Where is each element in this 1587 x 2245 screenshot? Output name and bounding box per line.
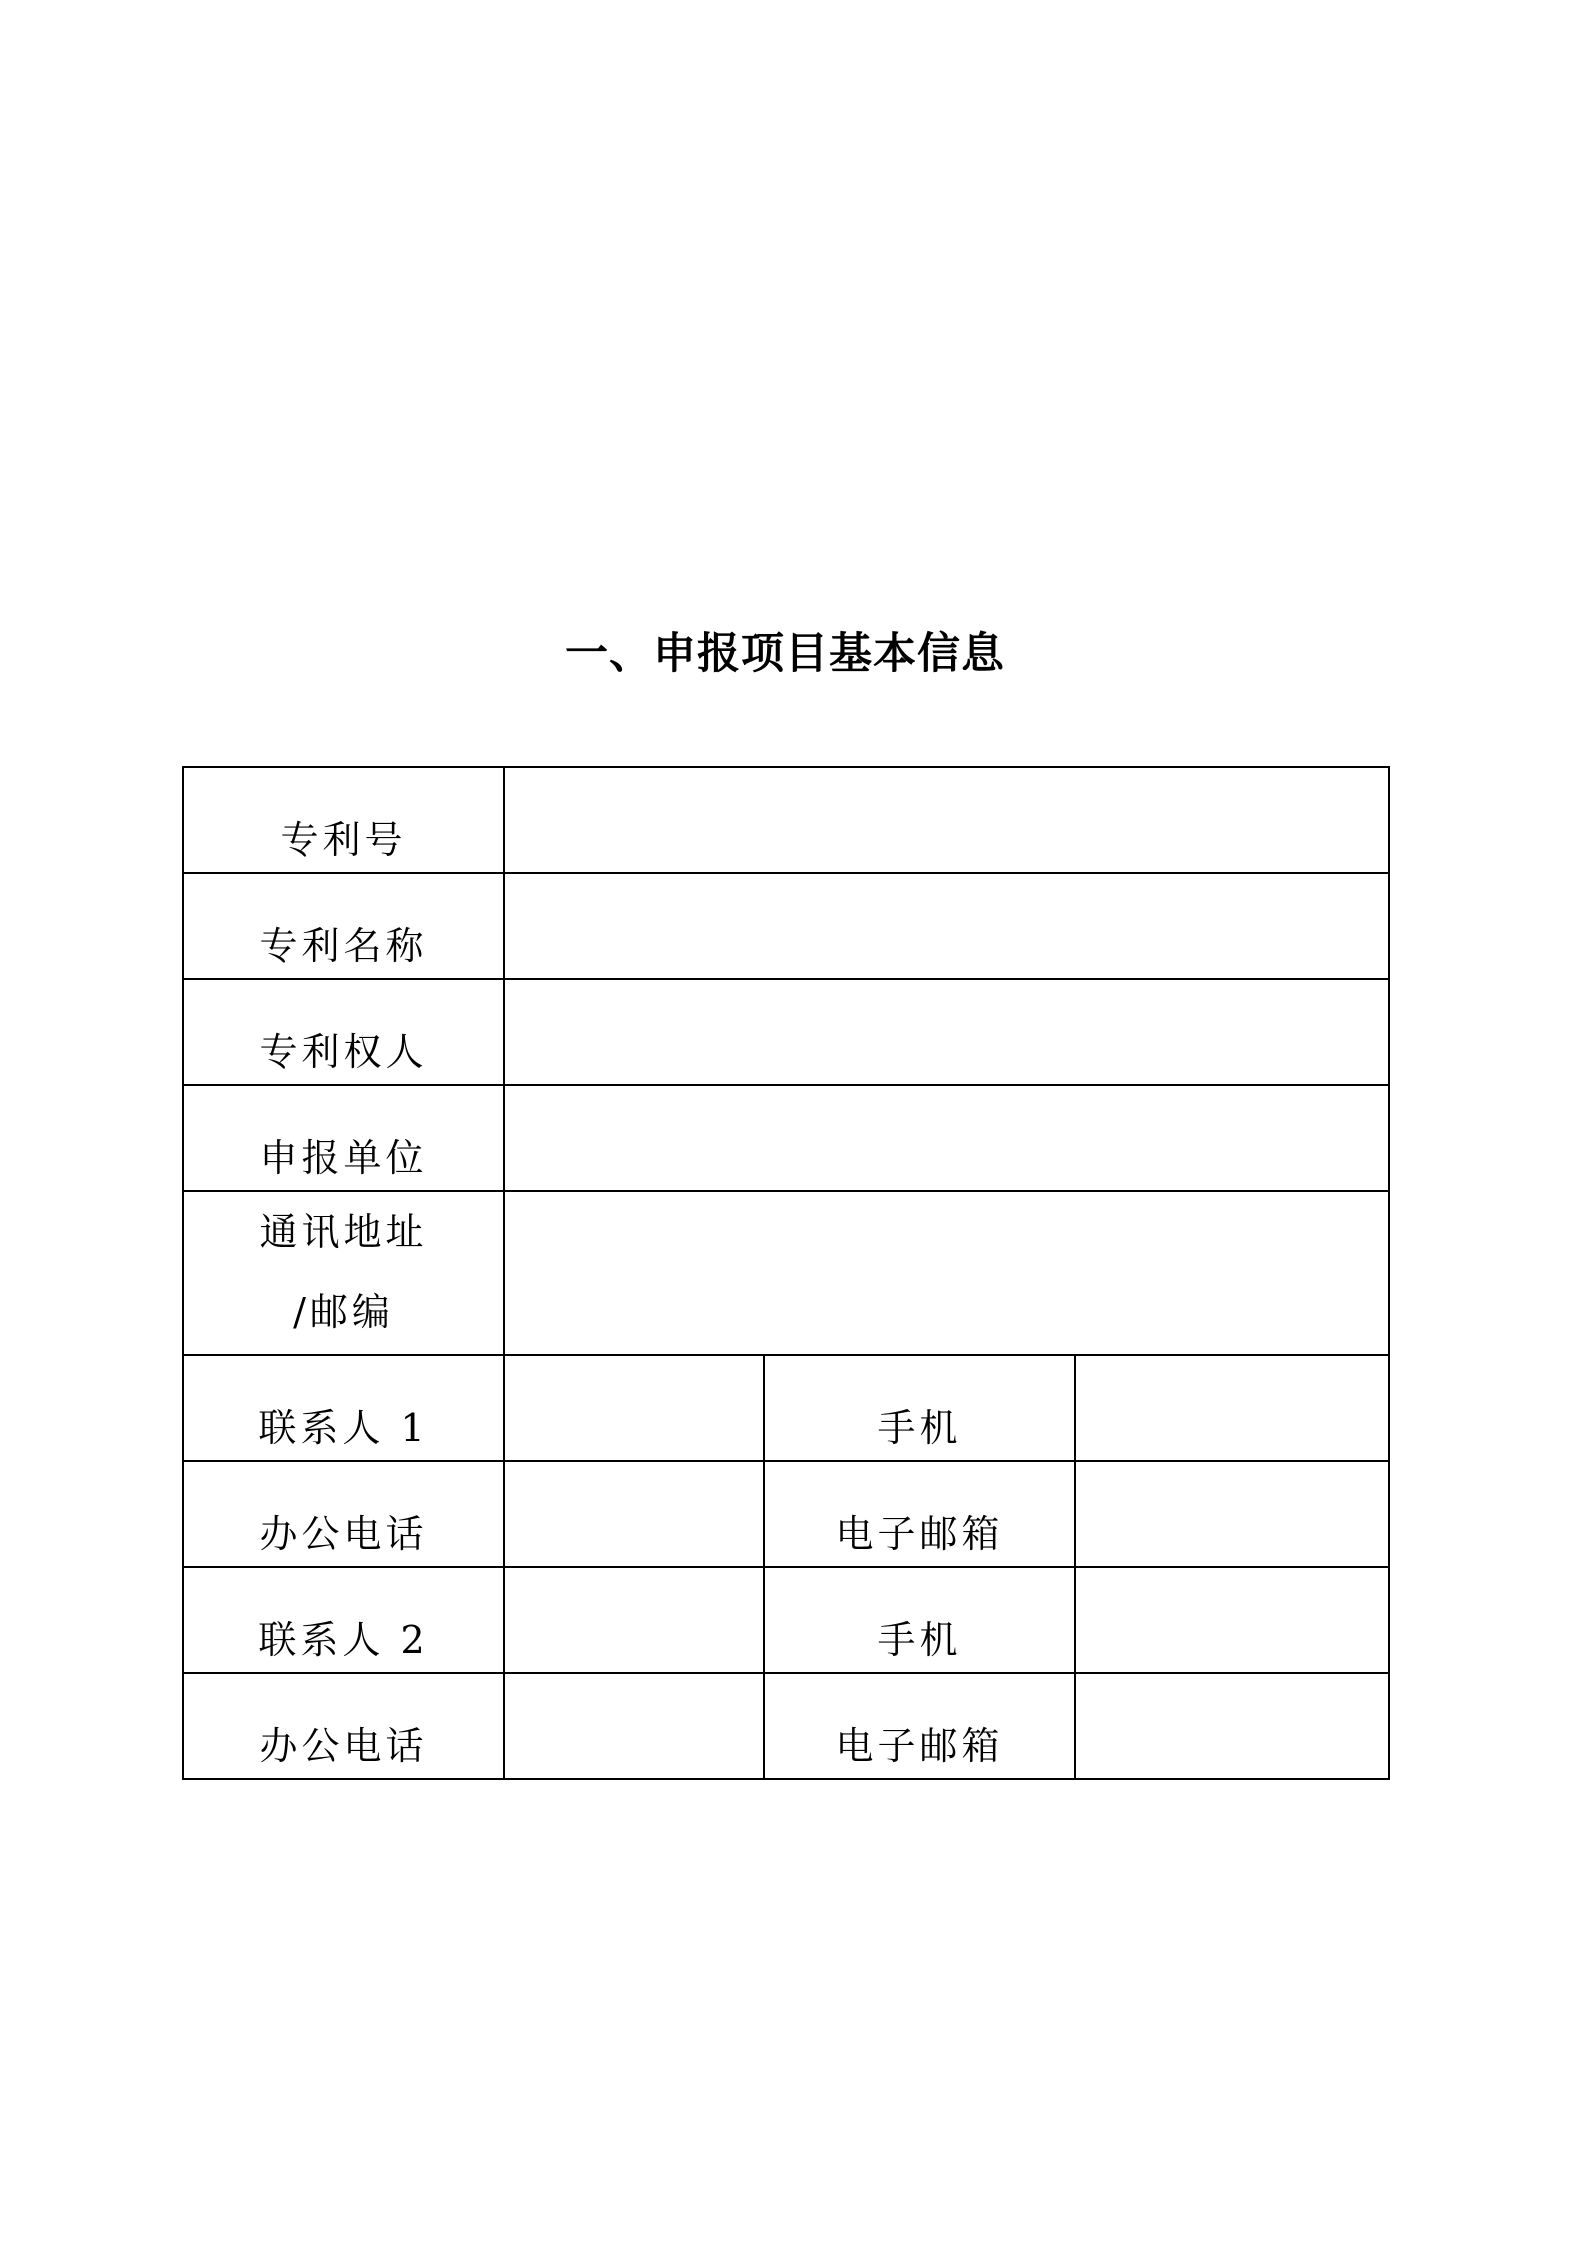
contact2-mobile-field[interactable] (1075, 1567, 1389, 1673)
contact1-email-label: 电子邮箱 (835, 1512, 1004, 1556)
address-field[interactable] (504, 1191, 1389, 1355)
patentee-label: 专利权人 (259, 1030, 428, 1074)
contact2-mobile-label: 手机 (877, 1618, 962, 1662)
contact2-phone-label-cell (183, 1673, 504, 1779)
contact2-email-field[interactable] (1075, 1673, 1389, 1779)
table-row (183, 873, 1389, 979)
project-info-table (182, 766, 1390, 1780)
table-row (183, 1673, 1389, 1779)
contact2-name-label-cell (183, 1567, 504, 1673)
contact1-email-field[interactable] (1075, 1461, 1389, 1567)
contact1-phone-label-cell (183, 1461, 504, 1567)
contact1-email-label-cell (764, 1461, 1075, 1567)
table-row (183, 1355, 1389, 1461)
contact1-name-label-cell (183, 1355, 504, 1461)
table-row (183, 1567, 1389, 1673)
contact1-mobile-label: 手机 (877, 1406, 962, 1450)
contact2-phone-label: 办公电话 (259, 1724, 428, 1768)
applicant-unit-label-cell (183, 1085, 504, 1191)
patentee-field[interactable] (504, 979, 1389, 1085)
table-row (183, 1191, 1389, 1355)
patent-name-field[interactable] (504, 873, 1389, 979)
contact2-email-label: 电子邮箱 (835, 1724, 1004, 1768)
contact1-phone-field[interactable] (504, 1461, 764, 1567)
section-title: 一、申报项目基本信息 (565, 629, 1005, 679)
table-row (183, 1085, 1389, 1191)
patent-name-label-cell (183, 873, 504, 979)
patent-name-label: 专利名称 (259, 924, 428, 968)
table-row (183, 979, 1389, 1085)
address-label-line2: /邮编 (293, 1290, 394, 1334)
patent-no-label-cell (183, 767, 504, 873)
contact2-email-label-cell (764, 1673, 1075, 1779)
contact2-mobile-label-cell (764, 1567, 1075, 1673)
patent-no-field[interactable] (504, 767, 1389, 873)
applicant-unit-field[interactable] (504, 1085, 1389, 1191)
contact1-name-label: 联系人 1 (258, 1406, 429, 1450)
contact1-mobile-field[interactable] (1075, 1355, 1389, 1461)
patent-no-label: 专利号 (280, 818, 407, 862)
patentee-label-cell (183, 979, 504, 1085)
contact1-name-field[interactable] (504, 1355, 764, 1461)
contact2-name-field[interactable] (504, 1567, 764, 1673)
contact2-name-label: 联系人 2 (258, 1618, 429, 1662)
contact1-phone-label: 办公电话 (259, 1512, 428, 1556)
address-label-line1: 通讯地址 (259, 1210, 428, 1254)
table-row (183, 1461, 1389, 1567)
contact1-mobile-label-cell (764, 1355, 1075, 1461)
address-label (184, 1192, 503, 1354)
table-row (183, 767, 1389, 873)
address-label-cell (183, 1191, 504, 1355)
applicant-unit-label: 申报单位 (259, 1136, 428, 1180)
contact2-phone-field[interactable] (504, 1673, 764, 1779)
